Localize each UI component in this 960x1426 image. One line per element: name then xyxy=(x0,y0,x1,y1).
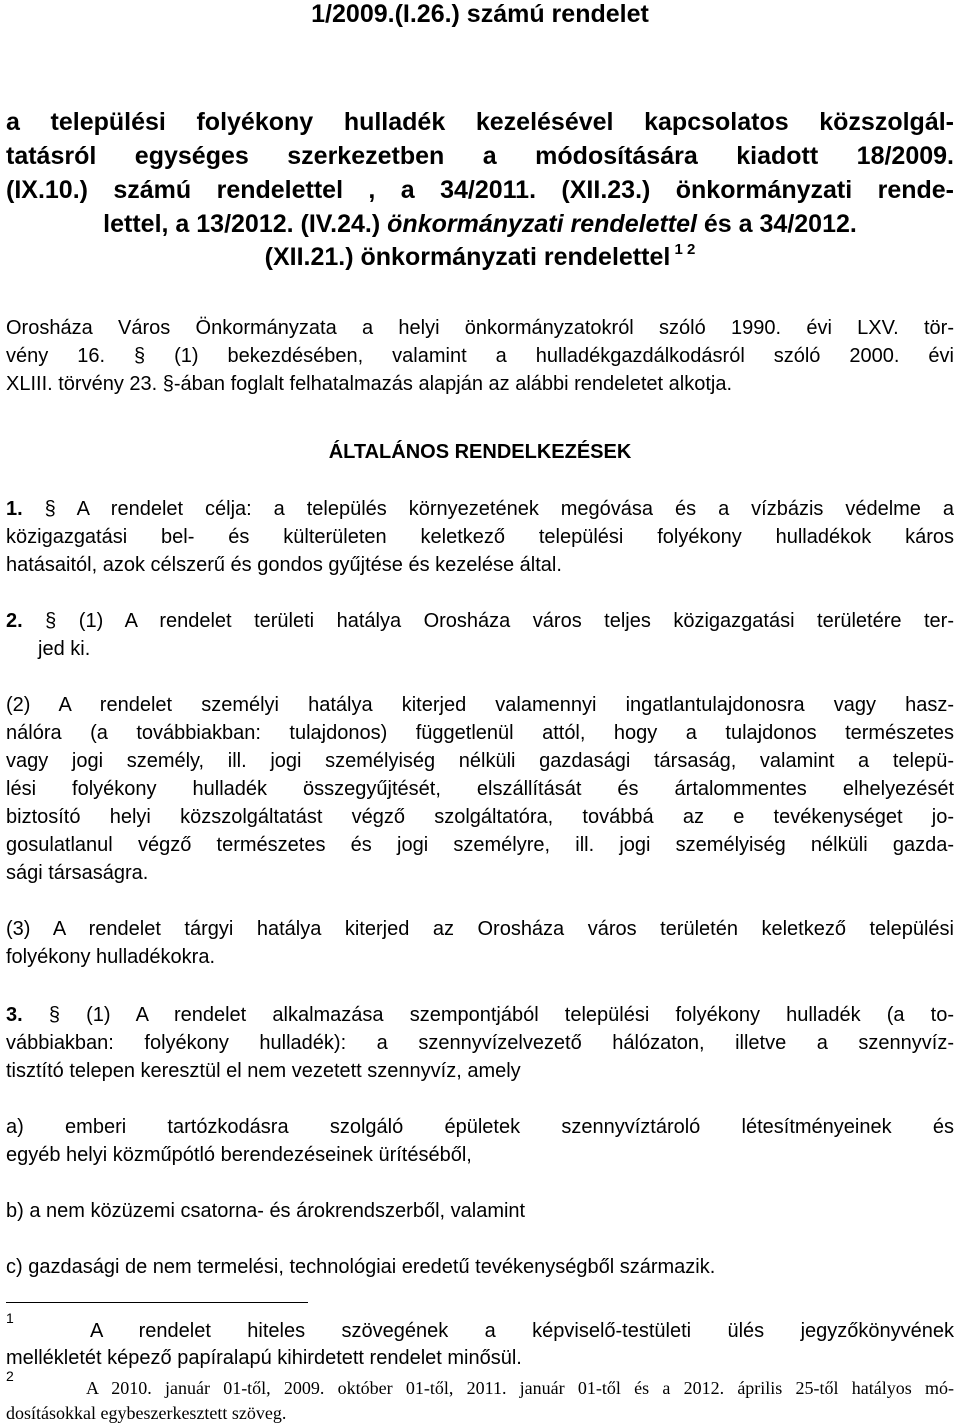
paragraph-line: folyékony hulladékokra. xyxy=(6,946,216,968)
subtitle-line: (IX.10.) számú rendelettel , a 34/2011. (XII.23.) önkormányzati rende- xyxy=(6,176,954,204)
paragraph-line xyxy=(6,498,954,521)
paragraph-line: nálóra (a továbbiakban: tulajdonos) függetlenül attól, hogy a tulajdonos természetes xyxy=(6,722,954,744)
paragraph-line: gosulatlanul végző természetes és jogi személyre, ill. jogi személyiség nélküli gazda- xyxy=(6,834,954,856)
paragraph-line: vábbiakban: folyékony hulladék): a szennyvízelvezető hálózaton, illetve a szennyvíz- xyxy=(6,1032,954,1054)
preamble-line: vény 16. § (1) bekezdésében, valamint a hulladékgazdálkodásról szóló 2000. évi xyxy=(6,345,954,367)
subtitle-text: lettel, a 13/2012. (IV.24.) xyxy=(103,210,381,238)
footnote-ref[interactable]: 2 xyxy=(687,241,696,258)
footnote-number: 2 xyxy=(6,1368,14,1384)
document-title: 1/2009.(I.26.) számú rendelet xyxy=(311,0,649,28)
list-item-line: egyéb helyi közműpótló berendezéseinek ürítéséből, xyxy=(6,1144,472,1166)
paragraph-text: § (1) A rendelet alkalmazása szempontjából települési folyékony hulladék (a to- xyxy=(22,1004,954,1026)
list-item-b: b) a nem közüzemi csatorna- és árokrendszerből, valamint xyxy=(6,1200,526,1222)
footnote-line: A rendelet hiteles szövegének a képviselő-testületi ülés jegyzőkönyvének xyxy=(90,1320,954,1342)
footnote-ref[interactable]: 1 xyxy=(674,241,683,258)
paragraph-line: biztosító helyi közszolgáltatást végző szolgáltatóra, továbbá az e tevékenységet jo- xyxy=(6,806,954,828)
paragraph-line: lési folyékony hulladék összegyűjtését, elszállítását és ártalommentes elhelyezését xyxy=(6,778,954,800)
paragraph-line: sági társaságra. xyxy=(6,862,149,884)
paragraph-line: közigazgatási bel- és külterületen keletkező települési folyékony hulladékok káros xyxy=(6,526,954,548)
paragraph-line: hatásaitól, azok célszerű és gondos gyűjtése és kezelése által. xyxy=(6,554,562,576)
paragraph-line: (3) A rendelet tárgyi hatálya kiterjed az Orosháza város területén keletkező települési xyxy=(6,918,954,940)
paragraph-text: § (1) A rendelet területi hatálya Orosháza város teljes közigazgatási területére ter- xyxy=(22,610,954,632)
subtitle-line: tatásról egységes szerkezetben a módosítására kiadott 18/2009. xyxy=(6,142,954,170)
footnote-line: mellékletét képező papíralapú kihirdetett rendelet minősül. xyxy=(6,1347,522,1369)
paragraph-line: (2) A rendelet személyi hatálya kiterjed valamennyi ingatlantulajdonosra vagy hasz- xyxy=(6,694,954,716)
section-heading: ÁLTALÁNOS RENDELKEZÉSEK xyxy=(328,441,632,463)
paragraph-text: § A rendelet célja: a település környezetének megóvása és a vízbázis védelme a xyxy=(22,498,954,520)
subtitle-text-italic: önkormányzati rendelettel xyxy=(380,210,704,238)
preamble-line: Orosháza Város Önkormányzata a helyi önkormányzatokról szóló 1990. évi LXV. tör- xyxy=(6,317,954,339)
paragraph-number: 3. xyxy=(6,1004,23,1026)
subtitle-text: (XII.21.) önkormányzati rendelettel xyxy=(264,243,671,271)
footnote-line: dosításokkal egybeszerkesztett szöveg. xyxy=(6,1403,287,1423)
paragraph-number: 2. xyxy=(6,610,23,632)
subtitle-line: a települési folyékony hulladék kezelésével kapcsolatos közszolgál- xyxy=(6,108,954,136)
paragraph-line xyxy=(6,610,954,633)
paragraph-line: tisztító telepen keresztül el nem vezetett szennyvíz, amely xyxy=(6,1060,521,1082)
list-item-line: a) emberi tartózkodásra szolgáló épületek szennyvíztároló létesítményeinek és xyxy=(6,1116,954,1138)
paragraph-number: 1. xyxy=(6,498,23,520)
preamble-line: XLIII. törvény 23. §-ában foglalt felhatalmazás alapján az alábbi rendeletet alkotja. xyxy=(6,373,733,395)
paragraph-line: vagy jogi személy, ill. jogi személyiség nélküli gazdasági társaság, valamint a telepü- xyxy=(6,750,954,772)
subtitle-line xyxy=(6,243,954,272)
footnote-line: A 2010. január 01-től, 2009. október 01-től, 2011. január 01-től és a 2012. április 25-től hatályos mó- xyxy=(86,1378,954,1398)
footnote-number: 1 xyxy=(6,1310,14,1326)
paragraph-line: jed ki. xyxy=(38,638,91,660)
paragraph-line xyxy=(6,1004,954,1027)
footnote-divider xyxy=(6,1302,308,1303)
subtitle-line xyxy=(6,210,954,239)
subtitle-text: és a 34/2012. xyxy=(703,210,857,238)
list-item-c: c) gazdasági de nem termelési, technológiai eredetű tevékenységből származik. xyxy=(6,1256,716,1278)
